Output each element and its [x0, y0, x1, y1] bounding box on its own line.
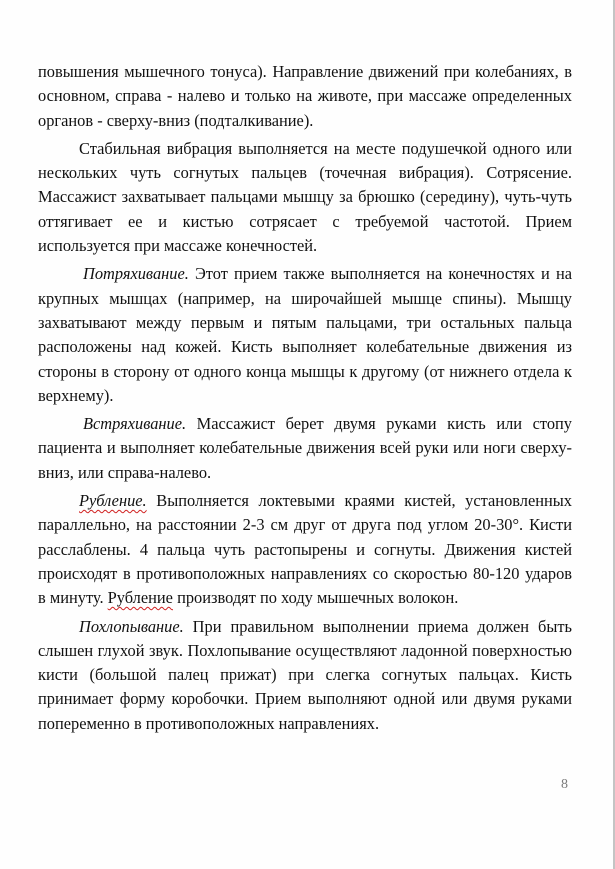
paragraph-text: Стабильная вибрация выполняется на месте подушечкой одного или нескольких чуть согнутых пальцев (точечная вибрация). Сотрясение. Массажист захватывает пальцами мышцу за брюшко (середину), чуть-чуть оттягивает ее и кистью сотрясает с требуемой частотой. Прием используется при массаже конечностей. [38, 138, 572, 256]
page-body [38, 60, 572, 740]
paragraph-text: Массажист берет двумя руками кисть или стопу пациента и выполняет колебательные движения всей руки или ноги сверху-вниз, или справа-налево. [38, 414, 572, 482]
paragraph-text: производят по ходу мышечных волокон. [172, 588, 459, 608]
spellcheck-flagged-word[interactable]: Рубление [107, 588, 173, 608]
term-heading: Потряхивание. [83, 264, 189, 284]
paragraph-text: Этот прием также выполняется на конечностях и на крупных мышцах (например, на широчайшей мышце спины). Мышцу захватывают между первым и пятым пальцами, три остальных пальца расположены над кожей. Кисть выполняет колебательные движения из стороны в сторону от одного конца мышцы к другому (от нижнего отдела к верхнему). [38, 264, 572, 405]
paragraph-continuation [38, 60, 572, 133]
term-heading: Похлопывание. [79, 616, 184, 636]
paragraph-shaking [38, 262, 572, 408]
paragraph-stable-vibration [38, 137, 572, 258]
paragraph-chopping [38, 489, 572, 610]
paragraph-tapping [38, 615, 572, 736]
paragraph-text: Выполняется локтевыми краями кистей, установленных параллельно, на расстоянии 2-3 см друг от друга под углом 20-30°. Кисти расслаблены. 4 пальца чуть растопырены и согнуты. Движения кистей происходят в противоположных направлениях со скоростью 80-120 ударов в минуту. [38, 491, 572, 608]
term-heading: Встряхивание. [83, 414, 187, 434]
page-number: 8 [561, 777, 568, 792]
paragraph-text: При правильном выполнении приема должен быть слышен глухой звук. Похлопывание осуществляют ладонной поверхностью кисти (большой палец прижат) при слегка согнутых пальцах. Кисть принимает форму коробочки. Прием выполняют одной или двумя руками попеременно в противоположных направлениях. [38, 616, 572, 733]
term-heading: Рубление. [79, 491, 147, 511]
paragraph-text: повышения мышечного тонуса). Направление движений при колебаниях, в основном, справа - налево и только на животе, при массаже определенных органов - сверху-вниз (подталкивание). [38, 62, 572, 130]
paragraph-jolting [38, 412, 572, 485]
